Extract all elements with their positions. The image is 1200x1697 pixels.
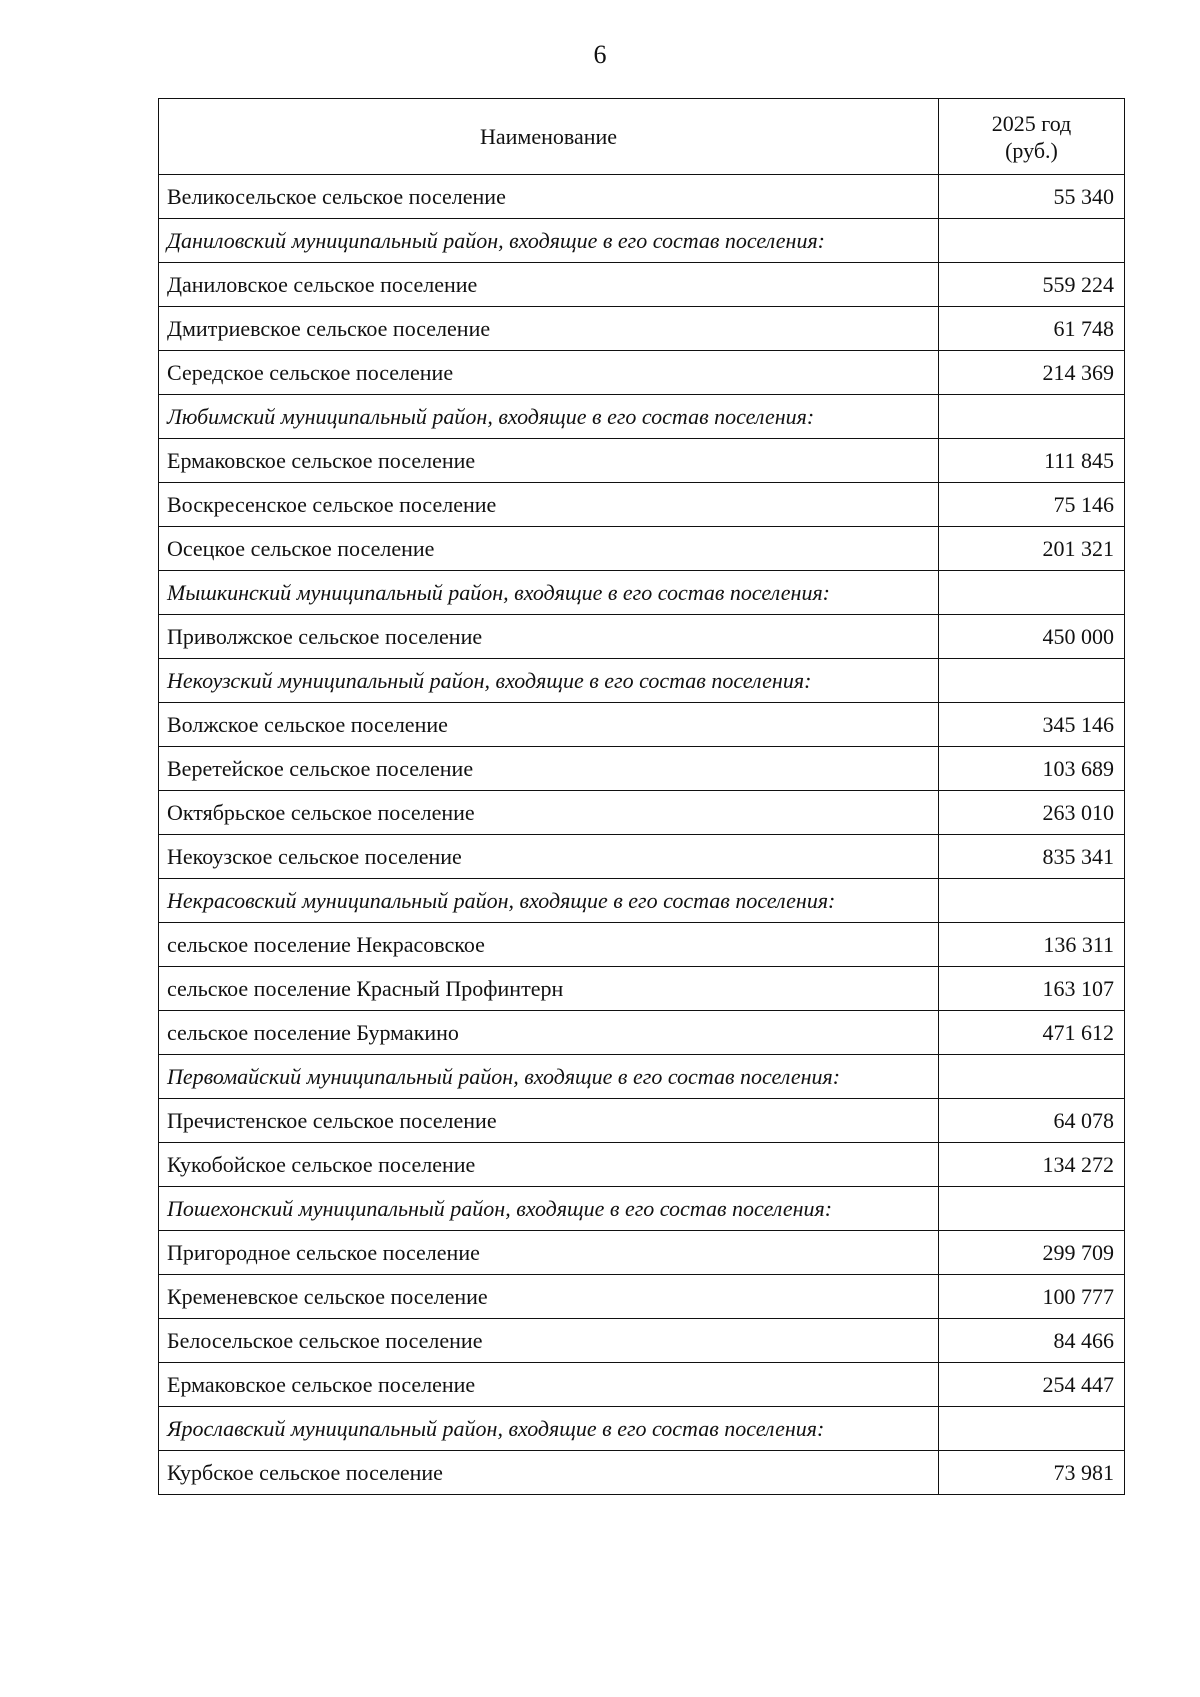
settlement-name-cell: Пригородное сельское поселение — [159, 1231, 939, 1275]
district-row — [159, 659, 1125, 703]
amount-cell: 163 107 — [939, 967, 1125, 1011]
table-row — [159, 1143, 1125, 1187]
table-row — [159, 791, 1125, 835]
table-row — [159, 923, 1125, 967]
table-row — [159, 527, 1125, 571]
table-row — [159, 1011, 1125, 1055]
amount-cell: 134 272 — [939, 1143, 1125, 1187]
district-name-cell: Некрасовский муниципальный район, входящие в его состав поселения: — [159, 879, 939, 923]
amount-cell: 450 000 — [939, 615, 1125, 659]
table-row — [159, 967, 1125, 1011]
settlement-name-cell: Некоузское сельское поселение — [159, 835, 939, 879]
amount-cell: 299 709 — [939, 1231, 1125, 1275]
district-name-cell: Даниловский муниципальный район, входящие в его состав поселения: — [159, 219, 939, 263]
amount-cell — [939, 1055, 1125, 1099]
district-name-cell: Некоузский муниципальный район, входящие в его состав поселения: — [159, 659, 939, 703]
district-name-cell: Любимский муниципальный район, входящие в его состав поселения: — [159, 395, 939, 439]
settlement-name-cell: сельское поселение Красный Профинтерн — [159, 967, 939, 1011]
settlement-name-cell: Курбское сельское поселение — [159, 1451, 939, 1495]
budget-table — [158, 98, 1125, 1495]
district-row — [159, 1187, 1125, 1231]
district-row — [159, 571, 1125, 615]
settlement-name-cell: Кукобойское сельское поселение — [159, 1143, 939, 1187]
page-number: 6 — [593, 40, 607, 69]
amount-cell: 100 777 — [939, 1275, 1125, 1319]
amount-cell — [939, 659, 1125, 703]
district-name-cell: Ярославский муниципальный район, входящие в его состав поселения: — [159, 1407, 939, 1451]
district-name-cell: Пошехонский муниципальный район, входящие в его состав поселения: — [159, 1187, 939, 1231]
district-name-cell: Мышкинский муниципальный район, входящие в его состав поселения: — [159, 571, 939, 615]
table-row — [159, 1275, 1125, 1319]
amount-cell: 64 078 — [939, 1099, 1125, 1143]
district-row — [159, 879, 1125, 923]
amount-cell: 84 466 — [939, 1319, 1125, 1363]
amount-cell: 471 612 — [939, 1011, 1125, 1055]
settlement-name-cell: Великосельское сельское поселение — [159, 175, 939, 219]
table-row — [159, 703, 1125, 747]
amount-cell: 201 321 — [939, 527, 1125, 571]
amount-cell: 835 341 — [939, 835, 1125, 879]
table-row — [159, 615, 1125, 659]
district-row — [159, 219, 1125, 263]
district-name-cell: Первомайский муниципальный район, входящие в его состав поселения: — [159, 1055, 939, 1099]
table-row — [159, 1099, 1125, 1143]
amount-cell: 263 010 — [939, 791, 1125, 835]
column-header-name: Наименование — [159, 99, 939, 175]
settlement-name-cell: Волжское сельское поселение — [159, 703, 939, 747]
settlement-name-cell: Веретейское сельское поселение — [159, 747, 939, 791]
settlement-name-cell: сельское поселение Бурмакино — [159, 1011, 939, 1055]
settlement-name-cell: Ермаковское сельское поселение — [159, 1363, 939, 1407]
table-row — [159, 1231, 1125, 1275]
settlement-name-cell: сельское поселение Некрасовское — [159, 923, 939, 967]
settlement-name-cell: Дмитриевское сельское поселение — [159, 307, 939, 351]
district-row — [159, 1407, 1125, 1451]
amount-cell: 61 748 — [939, 307, 1125, 351]
amount-cell: 55 340 — [939, 175, 1125, 219]
amount-cell — [939, 219, 1125, 263]
settlement-name-cell: Пречистенское сельское поселение — [159, 1099, 939, 1143]
table-row — [159, 439, 1125, 483]
amount-cell — [939, 395, 1125, 439]
table-body — [159, 175, 1125, 1495]
table-row — [159, 747, 1125, 791]
table-row — [159, 307, 1125, 351]
settlement-name-cell: Белосельское сельское поселение — [159, 1319, 939, 1363]
column-header-unit: (руб.) — [1005, 137, 1058, 163]
table-row — [159, 1451, 1125, 1495]
table-header-row — [159, 99, 1125, 175]
settlement-name-cell: Кременевское сельское поселение — [159, 1275, 939, 1319]
amount-cell — [939, 571, 1125, 615]
settlement-name-cell: Середское сельское поселение — [159, 351, 939, 395]
settlement-name-cell: Воскресенское сельское поселение — [159, 483, 939, 527]
amount-cell — [939, 1407, 1125, 1451]
table-row — [159, 483, 1125, 527]
amount-cell — [939, 1187, 1125, 1231]
amount-cell: 103 689 — [939, 747, 1125, 791]
settlement-name-cell: Даниловское сельское поселение — [159, 263, 939, 307]
table-row — [159, 1363, 1125, 1407]
settlement-name-cell: Приволжское сельское поселение — [159, 615, 939, 659]
table-row — [159, 263, 1125, 307]
settlement-name-cell: Осецкое сельское поселение — [159, 527, 939, 571]
table-row — [159, 351, 1125, 395]
district-row — [159, 1055, 1125, 1099]
settlement-name-cell: Ермаковское сельское поселение — [159, 439, 939, 483]
amount-cell: 214 369 — [939, 351, 1125, 395]
table-row — [159, 835, 1125, 879]
amount-cell: 73 981 — [939, 1451, 1125, 1495]
amount-cell: 559 224 — [939, 263, 1125, 307]
amount-cell: 254 447 — [939, 1363, 1125, 1407]
amount-cell: 345 146 — [939, 703, 1125, 747]
column-header-year — [939, 99, 1125, 175]
amount-cell: 136 311 — [939, 923, 1125, 967]
amount-cell — [939, 879, 1125, 923]
district-row — [159, 395, 1125, 439]
table-row — [159, 175, 1125, 219]
settlement-name-cell: Октябрьское сельское поселение — [159, 791, 939, 835]
amount-cell: 75 146 — [939, 483, 1125, 527]
amount-cell: 111 845 — [939, 439, 1125, 483]
table-row — [159, 1319, 1125, 1363]
column-header-year-label: 2025 год — [991, 110, 1072, 136]
